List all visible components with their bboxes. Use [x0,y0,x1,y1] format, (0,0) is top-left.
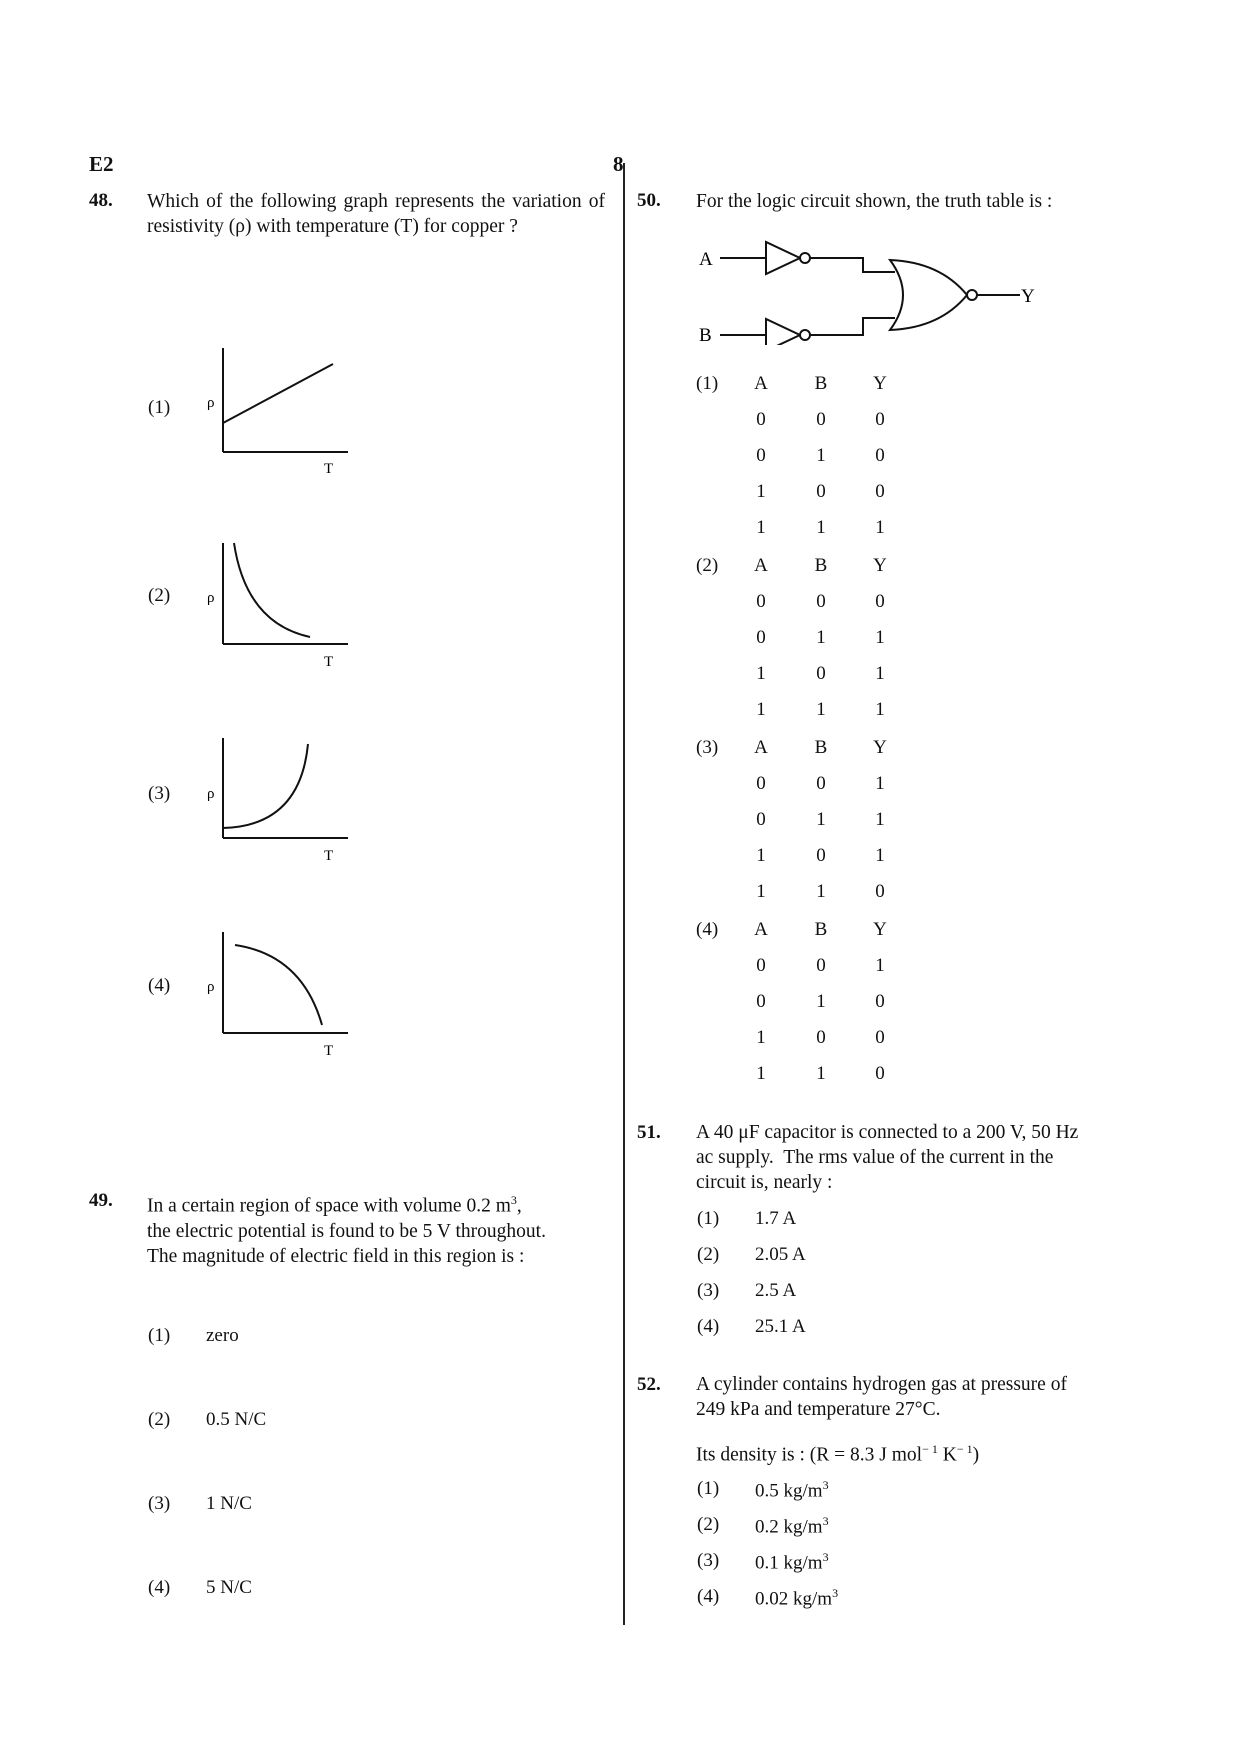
truth-table-cell: 0 [875,409,885,430]
q51-option-4-label: (4) [697,1316,720,1337]
q49-number: 49. [89,1190,113,1211]
truth-table-cell: 0 [816,591,826,612]
truth-table-cell: 0 [875,445,885,466]
q52-option-3[interactable] [697,1550,829,1574]
truth-table-cell: 0 [816,409,826,430]
q49-line1-end: , [516,1195,522,1217]
q48-option-2-label: (2) [148,585,171,606]
not-gate-b [766,319,800,345]
q51-option-3-value: 2.5 A [755,1280,797,1301]
column-divider [623,163,625,1625]
q48-graph-1 [200,340,360,480]
truth-table-cell: 1 [756,699,766,720]
q51-line1: A 40 μF capacitor is connected to a 200 V, 50 Hz [696,1122,1079,1143]
q50-option-3-label: (3) [696,737,719,758]
truth-table-cell: 1 [756,1027,766,1048]
superscript: 3 [822,1550,829,1564]
q51-option-2[interactable] [697,1244,806,1266]
q49-option-1[interactable] [148,1325,239,1347]
truth-table-cell: 0 [875,591,885,612]
truth-table-cell: Y [873,919,887,940]
q51-option-1-value: 1.7 A [755,1208,797,1229]
q50-option-4-label: (4) [696,919,719,940]
truth-table-cell: 0 [756,955,766,976]
truth-table-cell: 0 [875,1063,885,1084]
superscript: 3 [832,1586,839,1600]
q51-option-3-label: (3) [697,1280,720,1301]
graph-1-x-label: T [324,461,334,477]
q49-option-4-label: (4) [148,1577,171,1598]
truth-table-cell: 0 [816,773,826,794]
truth-table-cell: 0 [756,809,766,830]
truth-table-cell: 1 [816,881,826,902]
truth-table-cell: 1 [875,845,885,866]
truth-table-cell: 1 [756,881,766,902]
q52-option-4-label: (4) [697,1586,720,1607]
q52-number: 52. [637,1374,661,1395]
truth-table-cell: 0 [816,1027,826,1048]
q49-text [147,1188,617,1269]
q51-option-4-value: 25.1 A [755,1316,806,1337]
q52-option-2-label: (2) [697,1514,720,1535]
q48-option-1-label: (1) [148,397,171,418]
q49-option-4-value: 5 N/C [206,1577,252,1598]
truth-table-cell: 0 [756,773,766,794]
truth-table-cell: 1 [816,1063,826,1084]
truth-table-cell: 1 [756,1063,766,1084]
truth-table-cell: 1 [875,663,885,684]
q49-option-3-value: 1 N/C [206,1493,252,1514]
truth-table-cell: 0 [875,481,885,502]
graph-4-x-label: T [324,1043,334,1059]
q48-text: Which of the following graph represents the variation of resistivity (ρ) with temperature (T) for copper ? [147,191,605,237]
q49-option-2[interactable] [148,1409,267,1431]
truth-table-cell: 0 [756,591,766,612]
truth-table-cell: Y [873,737,887,758]
truth-table-cell: 0 [756,991,766,1012]
q51-option-2-label: (2) [697,1244,720,1265]
q49-line1-sup: 3 [510,1193,517,1207]
q50-option-1-label: (1) [696,373,719,394]
truth-table-cell: 1 [816,627,826,648]
truth-table-cell: 1 [756,663,766,684]
truth-table-cell: 1 [875,627,885,648]
q49-option-2-label: (2) [148,1409,171,1430]
truth-table-cell: A [754,919,768,940]
truth-table-cell: B [814,919,828,940]
graph-3-x-label: T [324,848,334,864]
q52-option-1-value: 0.5 kg/m [755,1480,823,1502]
q49-option-3-label: (3) [148,1493,171,1514]
truth-table-cell: 0 [816,663,826,684]
truth-table-cell: 1 [875,773,885,794]
truth-table-cell: 0 [816,845,826,866]
q52-density-note: Its density is : (R = 8.3 J mol$^{- 1}$ $K^{- 1}$) [696,1442,980,1466]
q52-option-4[interactable] [697,1586,839,1610]
q48-number: 48. [89,190,113,211]
graph-3-y-label: ρ [207,786,215,802]
truth-table-cell: A [754,373,768,394]
truth-table-cell: 1 [875,517,885,538]
q49-option-4[interactable] [148,1577,252,1599]
q51-line2: ac supply. The rms value of the current in the [696,1147,1054,1168]
q48-graph-2 [200,535,360,675]
q51-text [696,1120,1166,1195]
q52-option-2-value: 0.2 kg/m [755,1516,823,1538]
exam-code: E2 [89,152,114,176]
q51-option-4[interactable] [697,1316,806,1338]
graph-2-curve [234,543,310,637]
truth-table-cell: A [754,555,768,576]
q52-line2: 249 kPa and temperature 27°C. [696,1399,941,1420]
q49-option-1-label: (1) [148,1325,171,1346]
truth-table-cell: 0 [816,955,826,976]
circuit-input-b-label: B [699,325,712,345]
superscript: 3 [822,1478,829,1492]
q51-option-3[interactable] [697,1280,797,1302]
q49-option-1-value: zero [206,1325,239,1346]
q51-option-1[interactable] [697,1208,797,1230]
truth-table-cell: A [754,737,768,758]
truth-table-cell: 1 [756,481,766,502]
truth-table-cell: 1 [875,955,885,976]
truth-table-cell: 1 [875,699,885,720]
graph-1-curve [223,364,333,423]
graph-1-y-label: ρ [207,395,215,411]
q48-option-4-label: (4) [148,975,171,996]
q48-option-3-label: (3) [148,783,171,804]
truth-table-cell: B [814,373,828,394]
graph-4-y-label: ρ [207,979,215,995]
truth-table-cell: 1 [875,809,885,830]
q52-option-1-label: (1) [697,1478,720,1499]
q48-graph-4 [200,925,360,1065]
truth-table-cell: 0 [816,481,826,502]
q50-text: For the logic circuit shown, the truth table is : [696,191,1053,212]
truth-table-cell: B [814,555,828,576]
truth-table-cell: 1 [756,845,766,866]
graph-3-curve [223,744,308,828]
truth-table-cell: Y [873,555,887,576]
nor-gate [890,260,967,330]
truth-table-cell: 1 [756,517,766,538]
truth-table-cell: 0 [756,409,766,430]
truth-table-cell: 0 [875,1027,885,1048]
truth-table-cell: 1 [816,991,826,1012]
truth-table-cell: 0 [875,991,885,1012]
truth-table-cell: 0 [756,627,766,648]
graph-4-curve [235,945,322,1025]
q52-text [696,1372,1166,1422]
graph-2-x-label: T [324,654,334,670]
circuit-output-label: Y [1021,286,1035,307]
superscript: 3 [822,1514,829,1528]
circuit-input-a-label: A [699,249,713,270]
graph-2-y-label: ρ [207,590,215,606]
q52-option-1[interactable] [697,1478,829,1502]
truth-table-cell: 1 [816,809,826,830]
q51-number: 51. [637,1122,661,1143]
superscript: − 1 [956,1442,973,1456]
q51-option-2-value: 2.05 A [755,1244,806,1265]
truth-table-cell: 1 [816,517,826,538]
truth-table-cell: B [814,737,828,758]
q49-line1: In a certain region of space with volume 0.2 m [147,1195,511,1217]
logic-circuit-diagram [690,225,1060,345]
q52-option-2[interactable] [697,1514,829,1538]
q48-graph-3 [200,730,360,870]
q52-line1: A cylinder contains hydrogen gas at pressure of [696,1374,1067,1395]
q49-option-3[interactable] [148,1493,252,1515]
q52-option-3-value: 0.1 kg/m [755,1552,823,1574]
q50-number: 50. [637,190,661,211]
truth-table-cell: 1 [816,699,826,720]
q49-option-2-value: 0.5 N/C [206,1409,267,1430]
q49-line2: the electric potential is found to be 5 V throughout. [147,1220,546,1242]
superscript: − 1 [922,1442,938,1456]
q52-option-4-value: 0.02 kg/m [755,1588,833,1610]
q51-option-1-label: (1) [697,1208,720,1229]
truth-table-cell: 0 [756,445,766,466]
q50-option-2-label: (2) [696,555,719,576]
truth-table-cell: Y [873,373,887,394]
truth-table-cell: 0 [875,881,885,902]
page-number: 8 [613,152,624,176]
not-gate-a [766,242,800,274]
q51-line3: circuit is, nearly : [696,1172,833,1193]
q52-option-3-label: (3) [697,1550,720,1571]
truth-table-cell: 1 [816,445,826,466]
q49-line3: The magnitude of electric field in this region is : [147,1245,525,1267]
